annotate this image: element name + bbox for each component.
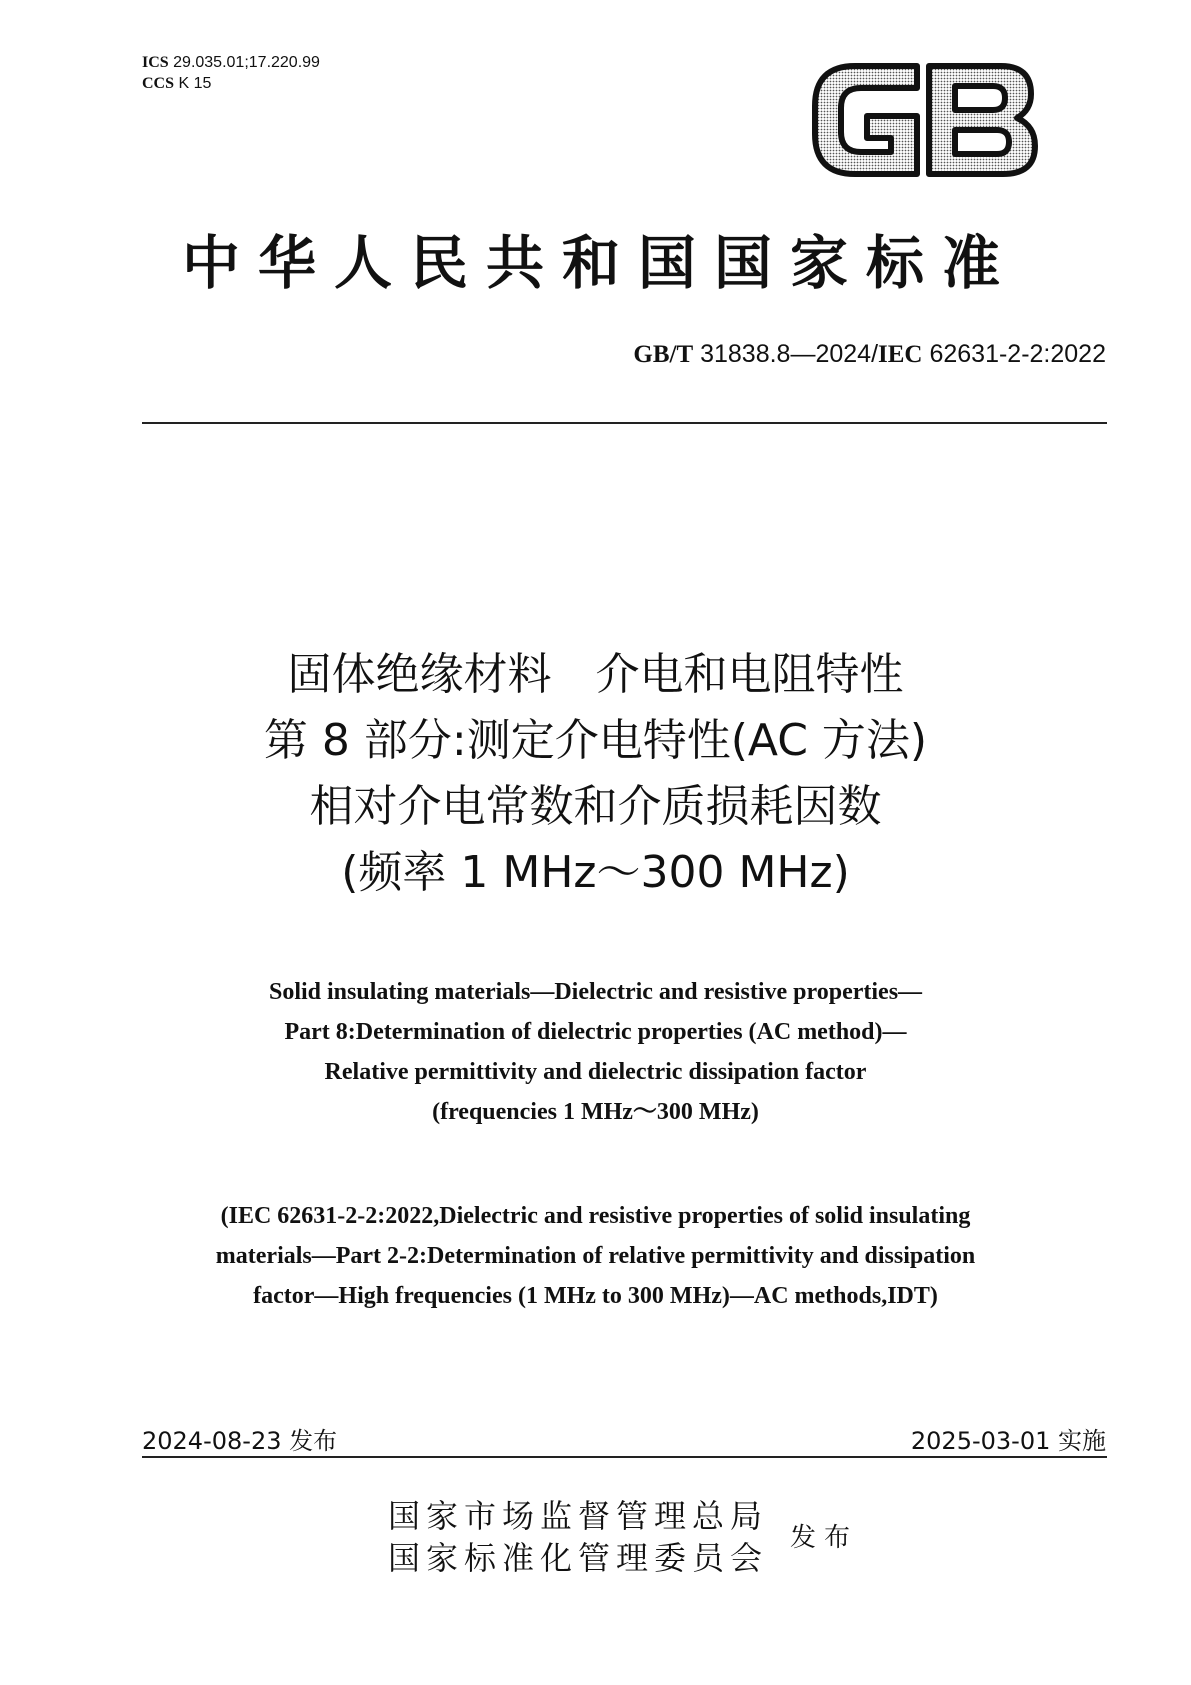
classification-codes [142,52,320,94]
issuer-name: 国家标准化管理委员会 [388,1539,769,1577]
ics-value: 29.035.01;17.220.99 [173,54,320,71]
chinese-title-line: 固体绝缘材料 介电和电阻特性 [287,649,904,700]
english-title-line: Solid insulating materials—Dielectric and resistive properties— [268,979,923,1005]
gb-logo-icon [805,56,1045,184]
ics-label: ICS [142,54,169,71]
english-title-line: (frequencies 1 MHz～300 MHz) [432,1099,759,1125]
ccs-value: K 15 [178,75,212,92]
iec-reference-line: (IEC 62631-2-2:2022,Dielectric and resistive properties of solid insulating [220,1203,971,1229]
ccs-label: CCS [142,75,175,92]
chinese-title-line: 第 8 部分:测定介电特性(AC 方法) [263,715,928,766]
issuer-name: 国家市场监督管理总局 [388,1497,769,1535]
bottom-divider [142,1456,1107,1458]
standard-number [633,340,1106,369]
ccs-line [142,73,320,94]
top-divider [142,422,1107,424]
standard-title: 中华人民共和国国家标准 [181,229,1018,297]
iec-reference-line: materials—Part 2-2:Determination of relative permittivity and dissipation [215,1243,976,1269]
chinese-title [0,642,1191,906]
iec-reference-line: factor—High frequencies (1 MHz to 300 MHz)—AC methods,IDT) [253,1283,938,1309]
standard-prefix: GB/T [633,341,694,368]
publish-label: 发布 [790,1523,859,1553]
english-title [0,972,1191,1132]
chinese-title-line: (频率 1 MHz～300 MHz) [341,847,850,898]
english-title-line: Relative permittivity and dielectric dissipation factor [324,1059,867,1085]
iec-number: 62631-2-2:2022 [929,340,1106,368]
issue-date: 2024-08-23 发布 [142,1427,338,1455]
implementation-date: 2025-03-01 实施 [910,1427,1106,1455]
standard-main-number: 31838.8—2024/ [700,340,879,368]
english-title-line: Part 8:Determination of dielectric properties (AC method)— [284,1019,907,1045]
iec-label: IEC [878,341,923,368]
issuing-authorities [388,1495,768,1579]
chinese-title-line: 相对介电常数和介质损耗因数 [309,781,882,832]
ics-line [142,52,320,73]
iec-reference [0,1196,1191,1316]
